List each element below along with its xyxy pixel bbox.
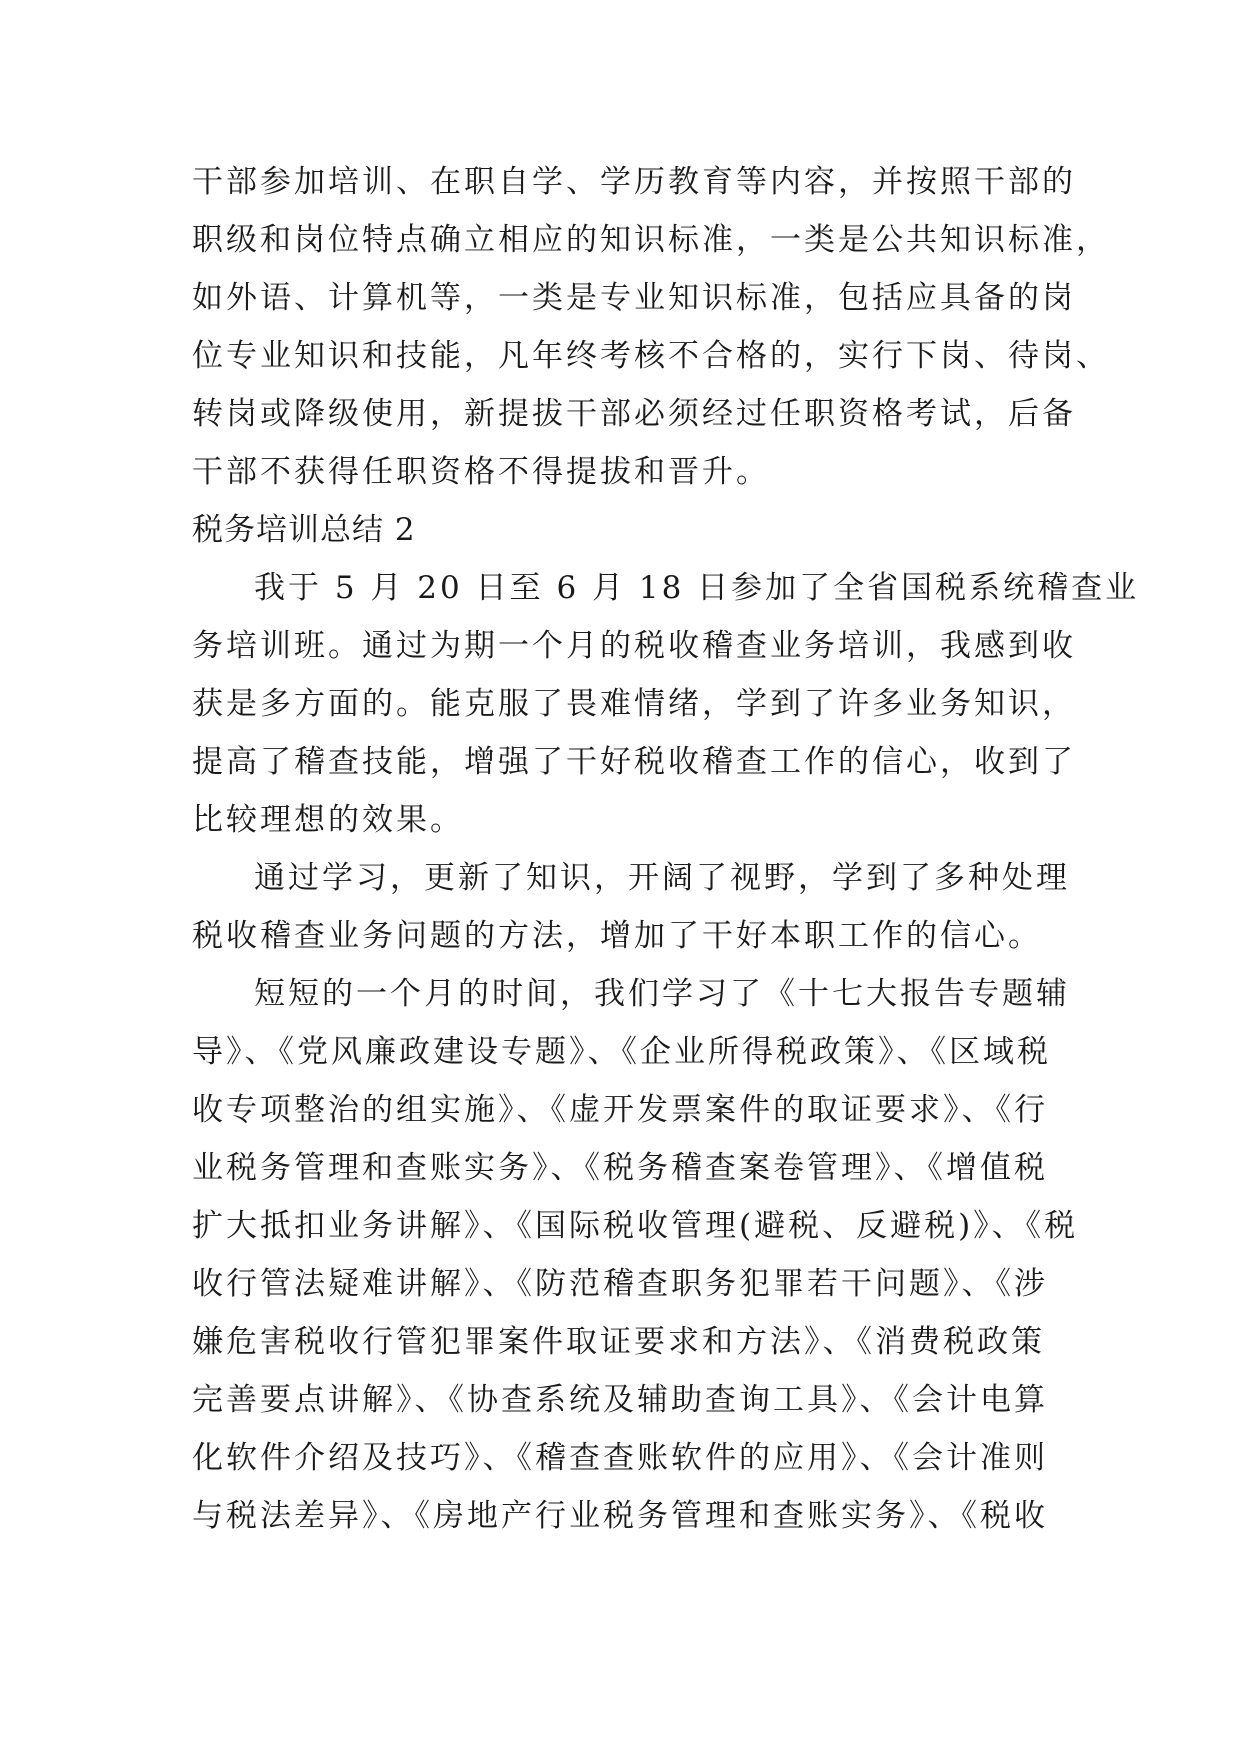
body-text-line: 嫌危害税收行管犯罪案件取证要求和方法》、《消费税政策 [192, 1324, 1045, 1360]
body-text-line: 转岗或降级使用，新提拔干部必须经过任职资格考试，后备 [192, 396, 1076, 432]
body-text-line: 我于 5 月 20 日至 6 月 18 日参加了全省国税系统稽查业 [254, 570, 1140, 606]
body-text-line: 职级和岗位特点确立相应的知识标准，一类是公共知识标准， [192, 222, 1110, 258]
body-text-line: 如外语、计算机等，一类是专业知识标准，包括应具备的岗 [192, 280, 1076, 316]
section-heading: 税务培训总结 2 [192, 512, 416, 548]
body-text-line: 提高了稽查技能，增强了干好税收稽查工作的信心，收到了 [192, 744, 1076, 780]
body-text-line: 扩大抵扣业务讲解》、《国际税收管理(避税、反避税)》、《税 [192, 1208, 1079, 1244]
body-text-line: 化软件介绍及技巧》、《稽查查账软件的应用》、《会计准则 [192, 1440, 1048, 1476]
body-text-line: 税收稽查业务问题的方法，增加了干好本职工作的信心。 [192, 918, 1042, 954]
body-text-line: 位专业知识和技能，凡年终考核不合格的，实行下岗、待岗、 [192, 338, 1110, 374]
body-text-line: 与税法差异》、《房地产行业税务管理和查账实务》、《税收 [192, 1498, 1048, 1534]
body-text-line: 收行管法疑难讲解》、《防范稽查职务犯罪若干问题》、《涉 [192, 1266, 1048, 1302]
body-text-line: 业税务管理和查账实务》、《税务稽查案卷管理》、《增值税 [192, 1150, 1048, 1186]
body-text-line: 短短的一个月的时间，我们学习了《十七大报告专题辅 [254, 976, 1070, 1012]
body-text-line: 导》、《党风廉政建设专题》、《企业所得税政策》、《区域税 [192, 1034, 1051, 1070]
body-text-line: 务培训班。通过为期一个月的税收稽查业务培训，我感到收 [192, 628, 1076, 664]
body-text-line: 干部不获得任职资格不得提拔和晋升。 [192, 454, 770, 490]
body-text-line: 干部参加培训、在职自学、学历教育等内容，并按照干部的 [192, 164, 1076, 200]
body-text-line: 获是多方面的。能克服了畏难情绪，学到了许多业务知识， [192, 686, 1076, 722]
body-text-line: 比较理想的效果。 [192, 802, 464, 838]
body-text-line: 通过学习，更新了知识，开阔了视野，学到了多种处理 [254, 860, 1070, 896]
body-text-line: 完善要点讲解》、《协查系统及辅助查询工具》、《会计电算 [192, 1382, 1048, 1418]
body-text-line: 收专项整治的组实施》、《虚开发票案件的取证要求》、《行 [192, 1092, 1048, 1128]
